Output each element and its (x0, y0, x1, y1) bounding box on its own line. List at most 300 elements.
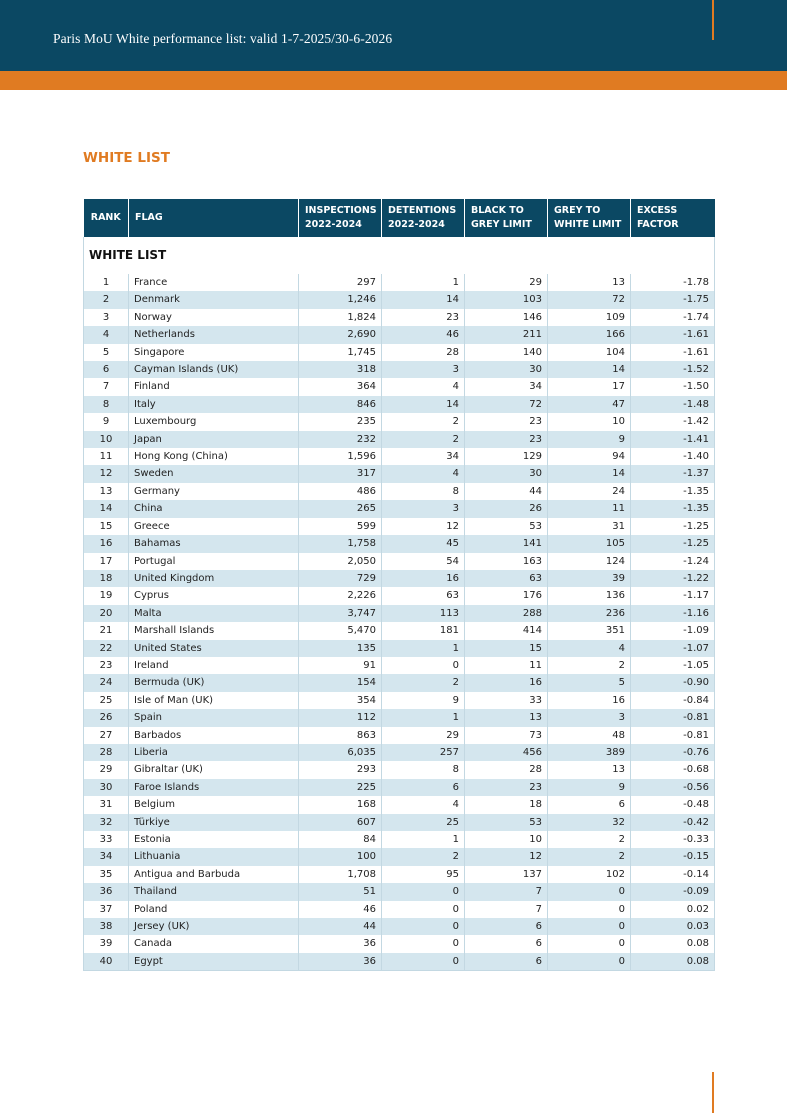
table-row (84, 344, 715, 361)
detentions-cell: 1 (382, 831, 465, 848)
grey-to-white-cell: 39 (548, 570, 631, 587)
grey-to-white-cell: 389 (548, 744, 631, 761)
excess-factor-cell: -1.48 (631, 396, 715, 413)
table-row (84, 796, 715, 813)
black-to-grey-cell: 176 (465, 587, 548, 604)
flag-cell: Finland (129, 378, 299, 395)
excess-factor-cell: -1.74 (631, 309, 715, 326)
rank-cell: 14 (84, 500, 129, 517)
black-to-grey-cell: 30 (465, 361, 548, 378)
detentions-cell: 2 (382, 674, 465, 691)
table-row (84, 570, 715, 587)
excess-factor-cell: -0.42 (631, 814, 715, 831)
grey-to-white-cell: 17 (548, 378, 631, 395)
detentions-cell: 3 (382, 361, 465, 378)
black-to-grey-cell: 23 (465, 431, 548, 448)
detentions-cell: 9 (382, 692, 465, 709)
excess-factor-cell: -1.25 (631, 535, 715, 552)
black-to-grey-cell: 13 (465, 709, 548, 726)
flag-cell: Netherlands (129, 326, 299, 343)
excess-factor-cell: -1.07 (631, 640, 715, 657)
inspections-cell: 265 (299, 500, 382, 517)
inspections-cell: 232 (299, 431, 382, 448)
grey-to-white-cell: 104 (548, 344, 631, 361)
grey-to-white-cell: 0 (548, 918, 631, 935)
rank-cell: 6 (84, 361, 129, 378)
page-marker-top (712, 0, 714, 40)
black-to-grey-cell: 29 (465, 274, 548, 291)
excess-factor-cell: -1.35 (631, 500, 715, 517)
table-row (84, 587, 715, 604)
grey-to-white-cell: 24 (548, 483, 631, 500)
col-header-grey-to-white: GREY TO WHITE LIMIT (548, 199, 631, 237)
rank-cell: 22 (84, 640, 129, 657)
rank-cell: 8 (84, 396, 129, 413)
black-to-grey-cell: 129 (465, 448, 548, 465)
table-row (84, 692, 715, 709)
excess-factor-cell: -0.15 (631, 848, 715, 865)
flag-cell: Germany (129, 483, 299, 500)
inspections-cell: 1,824 (299, 309, 382, 326)
flag-cell: Denmark (129, 291, 299, 308)
flag-cell: Belgium (129, 796, 299, 813)
flag-cell: Egypt (129, 953, 299, 971)
excess-factor-cell: -1.41 (631, 431, 715, 448)
col-header-black-to-grey: BLACK TO GREY LIMIT (465, 199, 548, 237)
excess-factor-cell: -0.33 (631, 831, 715, 848)
flag-cell: Türkiye (129, 814, 299, 831)
table-row (84, 326, 715, 343)
flag-cell: Hong Kong (China) (129, 448, 299, 465)
rank-cell: 5 (84, 344, 129, 361)
flag-cell: Barbados (129, 727, 299, 744)
flag-cell: Malta (129, 605, 299, 622)
table-row (84, 814, 715, 831)
grey-to-white-cell: 6 (548, 796, 631, 813)
table-row (84, 448, 715, 465)
grey-to-white-cell: 102 (548, 866, 631, 883)
inspections-cell: 84 (299, 831, 382, 848)
detentions-cell: 63 (382, 587, 465, 604)
flag-cell: Bermuda (UK) (129, 674, 299, 691)
rank-cell: 23 (84, 657, 129, 674)
black-to-grey-cell: 137 (465, 866, 548, 883)
inspections-cell: 6,035 (299, 744, 382, 761)
detentions-cell: 257 (382, 744, 465, 761)
inspections-cell: 607 (299, 814, 382, 831)
excess-factor-cell: -0.68 (631, 761, 715, 778)
flag-cell: France (129, 274, 299, 291)
flag-cell: Canada (129, 935, 299, 952)
black-to-grey-cell: 10 (465, 831, 548, 848)
black-to-grey-cell: 140 (465, 344, 548, 361)
inspections-cell: 135 (299, 640, 382, 657)
flag-cell: Portugal (129, 553, 299, 570)
table-row (84, 744, 715, 761)
inspections-cell: 154 (299, 674, 382, 691)
black-to-grey-cell: 23 (465, 779, 548, 796)
table-row (84, 831, 715, 848)
grey-to-white-cell: 31 (548, 518, 631, 535)
table-row (84, 657, 715, 674)
detentions-cell: 3 (382, 500, 465, 517)
table-row (84, 866, 715, 883)
black-to-grey-cell: 163 (465, 553, 548, 570)
grey-to-white-cell: 0 (548, 953, 631, 971)
excess-factor-cell: -0.81 (631, 709, 715, 726)
excess-factor-cell: -1.22 (631, 570, 715, 587)
excess-factor-cell: -1.16 (631, 605, 715, 622)
table-row (84, 605, 715, 622)
rank-cell: 33 (84, 831, 129, 848)
black-to-grey-cell: 23 (465, 413, 548, 430)
flag-cell: Isle of Man (UK) (129, 692, 299, 709)
rank-cell: 17 (84, 553, 129, 570)
col-header-inspections: INSPECTIONS 2022-2024 (299, 199, 382, 237)
detentions-cell: 0 (382, 935, 465, 952)
table-row (84, 848, 715, 865)
detentions-cell: 25 (382, 814, 465, 831)
excess-factor-cell: -1.61 (631, 344, 715, 361)
rank-cell: 2 (84, 291, 129, 308)
detentions-cell: 23 (382, 309, 465, 326)
rank-cell: 39 (84, 935, 129, 952)
black-to-grey-cell: 288 (465, 605, 548, 622)
table-row (84, 901, 715, 918)
grey-to-white-cell: 4 (548, 640, 631, 657)
flag-cell: Faroe Islands (129, 779, 299, 796)
grey-to-white-cell: 5 (548, 674, 631, 691)
excess-factor-cell: -1.25 (631, 518, 715, 535)
detentions-cell: 1 (382, 640, 465, 657)
inspections-cell: 5,470 (299, 622, 382, 639)
table-row (84, 291, 715, 308)
black-to-grey-cell: 12 (465, 848, 548, 865)
detentions-cell: 14 (382, 396, 465, 413)
grey-to-white-cell: 11 (548, 500, 631, 517)
black-to-grey-cell: 33 (465, 692, 548, 709)
excess-factor-cell: -1.42 (631, 413, 715, 430)
inspections-cell: 168 (299, 796, 382, 813)
table-row (84, 883, 715, 900)
excess-factor-cell: -1.40 (631, 448, 715, 465)
black-to-grey-cell: 146 (465, 309, 548, 326)
inspections-cell: 1,246 (299, 291, 382, 308)
black-to-grey-cell: 44 (465, 483, 548, 500)
black-to-grey-cell: 11 (465, 657, 548, 674)
inspections-cell: 235 (299, 413, 382, 430)
excess-factor-cell: -0.48 (631, 796, 715, 813)
rank-cell: 11 (84, 448, 129, 465)
col-header-excess-factor: EXCESS FACTOR (631, 199, 715, 237)
flag-cell: Japan (129, 431, 299, 448)
detentions-cell: 181 (382, 622, 465, 639)
flag-cell: Thailand (129, 883, 299, 900)
excess-factor-cell: 0.03 (631, 918, 715, 935)
inspections-cell: 1,596 (299, 448, 382, 465)
inspections-cell: 293 (299, 761, 382, 778)
rank-cell: 19 (84, 587, 129, 604)
inspections-cell: 1,745 (299, 344, 382, 361)
detentions-cell: 0 (382, 901, 465, 918)
grey-to-white-cell: 351 (548, 622, 631, 639)
grey-to-white-cell: 13 (548, 274, 631, 291)
excess-factor-cell: -1.09 (631, 622, 715, 639)
detentions-cell: 29 (382, 727, 465, 744)
black-to-grey-cell: 103 (465, 291, 548, 308)
flag-cell: United Kingdom (129, 570, 299, 587)
black-to-grey-cell: 6 (465, 935, 548, 952)
detentions-cell: 2 (382, 848, 465, 865)
grey-to-white-cell: 9 (548, 431, 631, 448)
rank-cell: 34 (84, 848, 129, 865)
grey-to-white-cell: 0 (548, 883, 631, 900)
detentions-cell: 45 (382, 535, 465, 552)
rank-cell: 9 (84, 413, 129, 430)
rank-cell: 16 (84, 535, 129, 552)
grey-to-white-cell: 94 (548, 448, 631, 465)
flag-cell: Cyprus (129, 587, 299, 604)
excess-factor-cell: -1.61 (631, 326, 715, 343)
detentions-cell: 0 (382, 918, 465, 935)
detentions-cell: 16 (382, 570, 465, 587)
excess-factor-cell: 0.08 (631, 953, 715, 971)
table-row (84, 431, 715, 448)
excess-factor-cell: -1.75 (631, 291, 715, 308)
detentions-cell: 0 (382, 953, 465, 971)
inspections-cell: 46 (299, 901, 382, 918)
detentions-cell: 6 (382, 779, 465, 796)
table-row (84, 918, 715, 935)
black-to-grey-cell: 6 (465, 953, 548, 971)
detentions-cell: 8 (382, 761, 465, 778)
rank-cell: 13 (84, 483, 129, 500)
flag-cell: Marshall Islands (129, 622, 299, 639)
rank-cell: 12 (84, 465, 129, 482)
inspections-cell: 317 (299, 465, 382, 482)
flag-cell: Estonia (129, 831, 299, 848)
black-to-grey-cell: 34 (465, 378, 548, 395)
rank-cell: 21 (84, 622, 129, 639)
page-marker-bottom (712, 1072, 714, 1113)
flag-cell: Bahamas (129, 535, 299, 552)
grey-to-white-cell: 14 (548, 361, 631, 378)
inspections-cell: 364 (299, 378, 382, 395)
detentions-cell: 1 (382, 274, 465, 291)
flag-cell: Luxembourg (129, 413, 299, 430)
detentions-cell: 46 (382, 326, 465, 343)
rank-cell: 38 (84, 918, 129, 935)
grey-to-white-cell: 72 (548, 291, 631, 308)
black-to-grey-cell: 16 (465, 674, 548, 691)
excess-factor-cell: -1.24 (631, 553, 715, 570)
black-to-grey-cell: 414 (465, 622, 548, 639)
inspections-cell: 3,747 (299, 605, 382, 622)
black-to-grey-cell: 6 (465, 918, 548, 935)
rank-cell: 26 (84, 709, 129, 726)
detentions-cell: 2 (382, 431, 465, 448)
flag-cell: United States (129, 640, 299, 657)
rank-cell: 37 (84, 901, 129, 918)
rank-cell: 3 (84, 309, 129, 326)
excess-factor-cell: -0.14 (631, 866, 715, 883)
detentions-cell: 2 (382, 413, 465, 430)
inspections-cell: 2,226 (299, 587, 382, 604)
table-row (84, 500, 715, 517)
inspections-cell: 354 (299, 692, 382, 709)
col-header-flag: FLAG (129, 199, 299, 237)
inspections-cell: 36 (299, 935, 382, 952)
col-header-detentions: DETENTIONS 2022-2024 (382, 199, 465, 237)
table-row (84, 518, 715, 535)
rank-cell: 24 (84, 674, 129, 691)
detentions-cell: 8 (382, 483, 465, 500)
flag-cell: Lithuania (129, 848, 299, 865)
grey-to-white-cell: 124 (548, 553, 631, 570)
table-row (84, 396, 715, 413)
excess-factor-cell: -1.37 (631, 465, 715, 482)
table-row (84, 274, 715, 291)
rank-cell: 18 (84, 570, 129, 587)
excess-factor-cell: 0.08 (631, 935, 715, 952)
black-to-grey-cell: 53 (465, 518, 548, 535)
excess-factor-cell: 0.02 (631, 901, 715, 918)
inspections-cell: 91 (299, 657, 382, 674)
black-to-grey-cell: 7 (465, 901, 548, 918)
inspections-cell: 1,758 (299, 535, 382, 552)
table-row (84, 309, 715, 326)
detentions-cell: 113 (382, 605, 465, 622)
rank-cell: 20 (84, 605, 129, 622)
detentions-cell: 0 (382, 883, 465, 900)
grey-to-white-cell: 136 (548, 587, 631, 604)
flag-cell: Norway (129, 309, 299, 326)
grey-to-white-cell: 166 (548, 326, 631, 343)
flag-cell: Cayman Islands (UK) (129, 361, 299, 378)
table-row (84, 674, 715, 691)
black-to-grey-cell: 28 (465, 761, 548, 778)
rank-cell: 1 (84, 274, 129, 291)
black-to-grey-cell: 15 (465, 640, 548, 657)
table-row (84, 727, 715, 744)
excess-factor-cell: -0.90 (631, 674, 715, 691)
group-row (84, 237, 715, 274)
grey-to-white-cell: 2 (548, 848, 631, 865)
grey-to-white-cell: 13 (548, 761, 631, 778)
black-to-grey-cell: 26 (465, 500, 548, 517)
table-row (84, 553, 715, 570)
flag-cell: Greece (129, 518, 299, 535)
rank-cell: 35 (84, 866, 129, 883)
excess-factor-cell: -1.35 (631, 483, 715, 500)
flag-cell: Poland (129, 901, 299, 918)
grey-to-white-cell: 32 (548, 814, 631, 831)
grey-to-white-cell: 105 (548, 535, 631, 552)
inspections-cell: 297 (299, 274, 382, 291)
excess-factor-cell: -1.50 (631, 378, 715, 395)
detentions-cell: 14 (382, 291, 465, 308)
grey-to-white-cell: 2 (548, 831, 631, 848)
black-to-grey-cell: 141 (465, 535, 548, 552)
table-row (84, 413, 715, 430)
grey-to-white-cell: 0 (548, 935, 631, 952)
grey-to-white-cell: 3 (548, 709, 631, 726)
flag-cell: Italy (129, 396, 299, 413)
rank-cell: 7 (84, 378, 129, 395)
excess-factor-cell: -0.84 (631, 692, 715, 709)
rank-cell: 25 (84, 692, 129, 709)
detentions-cell: 12 (382, 518, 465, 535)
table-header-row (84, 199, 715, 237)
black-to-grey-cell: 73 (465, 727, 548, 744)
flag-cell: Ireland (129, 657, 299, 674)
flag-cell: Singapore (129, 344, 299, 361)
grey-to-white-cell: 236 (548, 605, 631, 622)
header-accent-band (0, 71, 787, 90)
table-row (84, 378, 715, 395)
inspections-cell: 2,690 (299, 326, 382, 343)
grey-to-white-cell: 14 (548, 465, 631, 482)
black-to-grey-cell: 456 (465, 744, 548, 761)
flag-cell: Antigua and Barbuda (129, 866, 299, 883)
detentions-cell: 28 (382, 344, 465, 361)
rank-cell: 40 (84, 953, 129, 971)
table-row (84, 709, 715, 726)
black-to-grey-cell: 7 (465, 883, 548, 900)
grey-to-white-cell: 109 (548, 309, 631, 326)
section-title: WHITE LIST (83, 150, 170, 166)
table-row (84, 361, 715, 378)
grey-to-white-cell: 2 (548, 657, 631, 674)
table-row (84, 535, 715, 552)
table-row (84, 465, 715, 482)
grey-to-white-cell: 48 (548, 727, 631, 744)
rank-cell: 4 (84, 326, 129, 343)
detentions-cell: 4 (382, 465, 465, 482)
detentions-cell: 95 (382, 866, 465, 883)
black-to-grey-cell: 72 (465, 396, 548, 413)
black-to-grey-cell: 30 (465, 465, 548, 482)
black-to-grey-cell: 18 (465, 796, 548, 813)
rank-cell: 31 (84, 796, 129, 813)
group-label: WHITE LIST (84, 237, 715, 274)
detentions-cell: 34 (382, 448, 465, 465)
grey-to-white-cell: 9 (548, 779, 631, 796)
grey-to-white-cell: 47 (548, 396, 631, 413)
inspections-cell: 1,708 (299, 866, 382, 883)
col-header-rank: RANK (84, 199, 129, 237)
table-row (84, 622, 715, 639)
detentions-cell: 54 (382, 553, 465, 570)
rank-cell: 30 (84, 779, 129, 796)
rank-cell: 32 (84, 814, 129, 831)
white-list-table (83, 199, 715, 971)
table-row (84, 761, 715, 778)
rank-cell: 36 (84, 883, 129, 900)
inspections-cell: 318 (299, 361, 382, 378)
flag-cell: Liberia (129, 744, 299, 761)
inspections-cell: 729 (299, 570, 382, 587)
rank-cell: 28 (84, 744, 129, 761)
excess-factor-cell: -0.09 (631, 883, 715, 900)
detentions-cell: 4 (382, 378, 465, 395)
flag-cell: Jersey (UK) (129, 918, 299, 935)
flag-cell: Spain (129, 709, 299, 726)
inspections-cell: 112 (299, 709, 382, 726)
rank-cell: 10 (84, 431, 129, 448)
inspections-cell: 2,050 (299, 553, 382, 570)
excess-factor-cell: -0.81 (631, 727, 715, 744)
